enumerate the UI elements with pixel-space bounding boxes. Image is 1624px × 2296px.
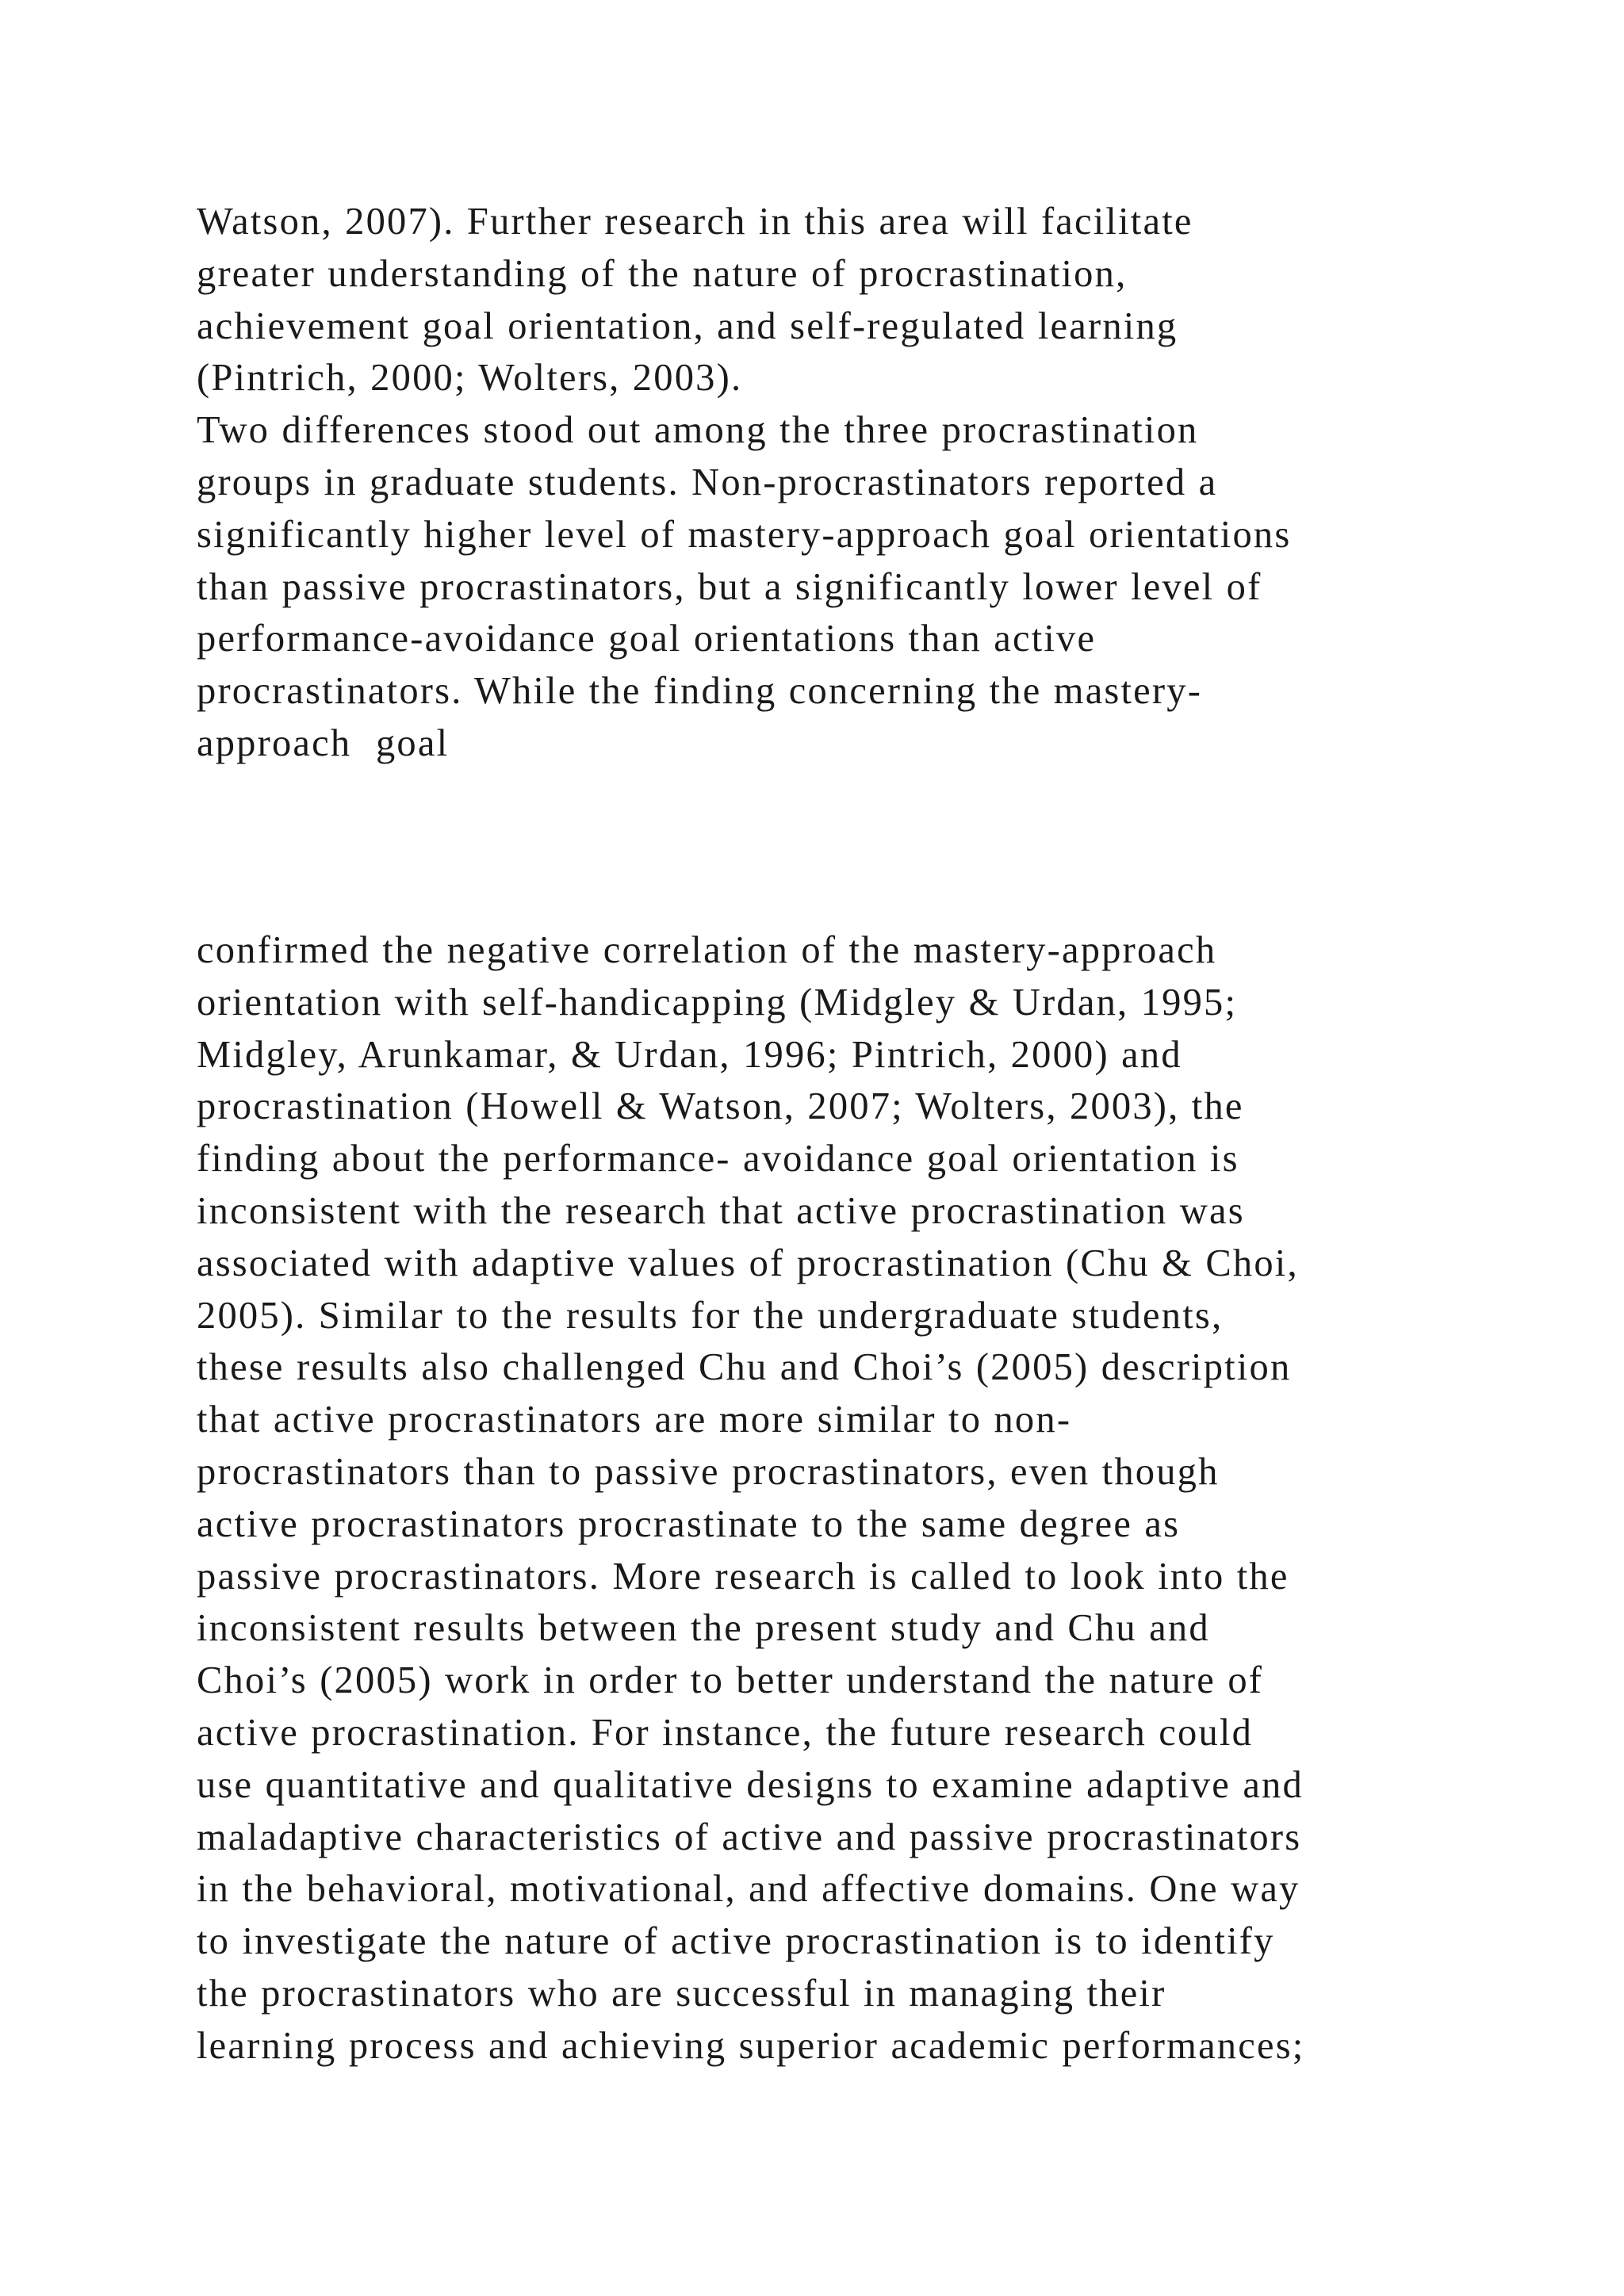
text-line: in the behavioral, motivational, and affective domains. One way [197, 1868, 1300, 1911]
text-line: the procrastinators who are successful in managing their [197, 1972, 1166, 2015]
paragraph-block-1 [197, 196, 1592, 770]
text-line: inconsistent results between the present study and Chu and [197, 1607, 1210, 1650]
text-line: confirmed the negative correlation of the mastery-approach [197, 929, 1217, 971]
text-line: to investigate the nature of active procrastination is to identify [197, 1920, 1275, 1963]
paragraph-block-2 [197, 924, 1592, 2072]
text-line: Midgley, Arunkamar, & Urdan, 1996; Pintrich, 2000) and [197, 1033, 1182, 1076]
text-line: inconsistent with the research that active procrastination was [197, 1189, 1245, 1232]
text-line: maladaptive characteristics of active and passive procrastinators [197, 1816, 1302, 1858]
text-line: Two differences stood out among the three procrastination [197, 409, 1199, 452]
text-line: use quantitative and qualitative designs to examine adaptive and [197, 1763, 1304, 1806]
text-line: active procrastinators procrastinate to the same degree as [197, 1502, 1181, 1545]
text-line: these results also challenged Chu and Choi’s (2005) description [197, 1346, 1292, 1389]
text-line: than passive procrastinators, but a significantly lower level of [197, 565, 1262, 608]
text-line: procrastination (Howell & Watson, 2007; Wolters, 2003), the [197, 1085, 1244, 1128]
text-line: achievement goal orientation, and self-regulated learning [197, 304, 1178, 347]
text-line: passive procrastinators. More research is called to look into the [197, 1555, 1289, 1598]
text-line: approach goal [197, 721, 450, 764]
text-line: orientation with self-handicapping (Midgley & Urdan, 1995; [197, 981, 1238, 1024]
text-line: Choi’s (2005) work in order to better understand the nature of [197, 1659, 1264, 1702]
text-line: performance-avoidance goal orientations than active [197, 618, 1097, 660]
text-line: Watson, 2007). Further research in this area will facilitate [197, 201, 1193, 243]
text-line: associated with adaptive values of procrastination (Chu & Choi, [197, 1242, 1299, 1284]
text-line: that active procrastinators are more similar to non- [197, 1399, 1072, 1441]
text-line: procrastinators. While the finding concerning the mastery- [197, 670, 1203, 713]
text-line: groups in graduate students. Non-procrastinators reported a [197, 461, 1218, 503]
text-line: significantly higher level of mastery-approach goal orientations [197, 513, 1292, 556]
text-line: procrastinators than to passive procrastinators, even though [197, 1450, 1220, 1493]
text-line: learning process and achieving superior academic performances; [197, 2024, 1305, 2067]
text-line: (Pintrich, 2000; Wolters, 2003). [197, 357, 743, 400]
text-line: greater understanding of the nature of procrastination, [197, 252, 1128, 295]
text-line: finding about the performance- avoidance goal orientation is [197, 1138, 1239, 1181]
text-line: active procrastination. For instance, the future research could [197, 1711, 1254, 1754]
text-line: 2005). Similar to the results for the undergraduate students, [197, 1294, 1224, 1337]
